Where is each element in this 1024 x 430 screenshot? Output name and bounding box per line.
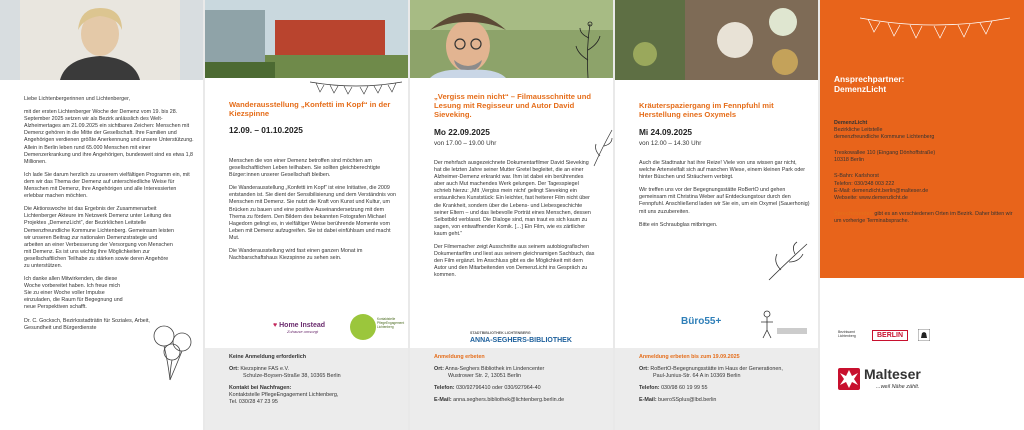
paragraph: Bitte ein Schraubglas mitbringen. [639,221,718,228]
paragraph: Der mehrfach ausgezeichnete Dokumentarfilmer David Sieveking hat die letzten Jahre seiner Mutter Gretel begleitet, die an einer Alzheimer-Demenz erkrankt war. Ihm ist dabei ein berührendes aber auch Mut machendes Werk gelungen. Der Tagesspiegel schrieb hierzu: „Mit ‚Vergiss mein nicht‘ gelingt Sieveking ein erstaunliches Kunststück: Ein leichter, fast heiterer Film nicht über die Krankheit, sondern über die Lebens- und Liebesgeschichte seiner Eltern – und das liebevolle Porträt eines Menschen, dessen Selbstbild verblasst. Die Dialoge sind, man traut es sich kaum zu sagen, von entwaffnender Komik. […] Ein Film, wie es zärtlicher kaum geht.“ [434,160,591,237]
event-heading: „Vergiss mein nicht“ – Filmausschnitte und Lesung mit Regisseur und Autor David Sieveking. [434,92,591,120]
paragraph: Ich lade Sie darum herzlich zu unserem vielfältigen Programm ein, mit dem wir das Thema der Demenz auf unterschiedliche Weise für Menschen mit Demenz, Ihre Angehörigen und alle Interessierten erlebbar machen möchten. [24,171,190,200]
library-logo [470,330,572,344]
panel-herb-walk [615,0,818,430]
malteser-cross-icon [838,368,860,390]
event-description [639,160,810,235]
event-info [615,348,818,430]
contact-title: Ansprechpartner: DemenzLicht [834,74,905,95]
location: Ort: Kiezspinne FAS e.V. [229,366,290,372]
bear-icon [918,329,930,341]
event-description [434,160,595,286]
malteser-tagline: ...weil Nähe zählt. [876,384,920,390]
paragraph: mit der ersten Lichtenberger Woche der Demenz vom 19. bis 28. September 2025 setzen wir als Bezirk anlässlich des Welt-Alzheimertages am 21.09.2025 ein sichtbares Zeichen: Menschen mit Demenz gehören in die Mitte der Gesellschaft. Ihre Familien und Angehörigen verdienen größte Anerkennung und unsere Unterstützung. Allein in Berlin leben rund 65.000 Menschen mit einer Demenzerkrankung und ihre Angehörigen, bundesweit sind es etwa 1,8 Millionen. [24,109,194,165]
balloons-icon [148,322,196,382]
flower-icon [570,20,606,80]
buero55-logo: Büro55+ [681,316,722,327]
event-date: 12.09. – 01.10.2025 [229,125,303,135]
welcome-text [24,96,195,338]
kontaktstelle-logo-text: Kontaktstelle PflegeEngagement Lichtenberg [377,317,405,329]
paragraph: Die Wanderausstellung „Konfetti im Kopf“ ist eine Initiative, die 2009 entstanden ist. Sie dient der Sensibilisierung und dem Verständnis von Menschen mit Demenz. Sie nutzt die Kraft von Kunst und Kultur, um Brücken zu bauen und eine positive Auseinandersetzung mit dem Thema zu fördern. Den Bildern des bekannten Fotografen Michael Hagedorn gelingt es, in vielfältiger Weise berührende Momente vom Leben mit Demenz aufzugreifen. Sie ist dabei einfühlsam und macht Mut. [229,185,396,241]
contact-label: Kontakt bei Nachfragen: [229,385,292,391]
location-address: Wustrower Str. 2, 13051 Berlin [448,373,522,379]
building-photo [205,0,408,78]
location: Ort: RoBertO-Begegnungsstätte im Haus der Generationen, [639,366,783,372]
phone: Telefon: 030/92796410 oder 030/927964-40 [434,385,541,391]
contact: Kontaktstelle PflegeEngagement Lichtenberg, [229,392,339,398]
location-address: Schulze-Boysen-Straße 38, 10365 Berlin [243,373,341,379]
paragraph: Die Wanderausstellung wird fast einen ganzen Monat im Nachbarschaftshaus Kiezspinne zu sehen sein. [229,248,363,262]
event-description [229,158,400,268]
event-heading: Wanderausstellung „Konfetti im Kopf“ in der Kiezspinne [229,100,391,119]
org-line: demenzfreundliche Kommune Lichtenberg [834,134,935,141]
address-line: 10318 Berlin [834,157,865,164]
panel-exhibition [205,0,408,430]
bunting-icon [860,14,1010,42]
panel-welcome [0,0,203,430]
email: E-Mail: anna.seghers.bibliothek@lichtenberg.berlin.de [434,397,565,403]
paragraph: Der Filmemacher zeigt Ausschnitte aus seinem autobiografischen Dokumentarfilm und liest aus seinem gleichnamigen Sachbuch, das den Film ergänzt. Im Anschluss gibt es die Möglichkeit mit dem Autor und den Mitarbeitenden von DemenzLicht ins Gespräch zu kommen. [434,244,595,279]
location-address: Paul-Junius-Str. 64 A in 10369 Berlin [653,373,741,379]
event-time: von 17.00 – 19.00 Uhr [434,140,497,147]
panel-contact [820,0,1024,430]
registration-note: Anmeldung erbeten bis zum 19.09.2025 [639,354,740,360]
greeting: Liebe Lichtenbergerinnen und Lichtenberger, [24,96,131,102]
email[interactable]: E-Mail: demenzlicht.berlin@malteser.de [834,187,929,194]
address-line: Treskowallee 110 (Eingang Dönhoffstraße) [834,150,936,157]
portrait-photo [0,0,203,80]
event-info [410,348,613,430]
leaf-branch-icon [765,240,811,282]
sbahn: S-Bahn: Karlshorst [834,173,879,180]
herbs-photo [615,0,818,80]
event-date: Mo 22.09.2025 [434,127,490,137]
registration-note: Keine Anmeldung erforderlich [229,354,307,360]
contact-details [834,120,1016,225]
office-hours: Sprechstunden gibt es an verschiedenen Orten im Bezirk. Daher bitten wir um vorherige Terminabsprache. [834,210,1013,224]
home-instead-logo: ♥ Home Instead Zuhause umsorgt [273,322,326,334]
event-time: von 12.00 – 14.30 Uhr [639,140,702,147]
kontaktstelle-logo [350,314,376,340]
berlin-small-text: Bezirksamt Lichtenberg [838,330,856,338]
logo-subtitle: STADTBIBLIOTHEK LICHTENBERG [470,331,531,335]
registration-note: Anmeldung erbeten [434,354,485,360]
malteser-logo: Malteser [864,366,921,382]
logo-subtitle: Zuhause umsorgt [287,329,319,334]
paragraph: Ich danke allen Mitwirkenden, die diese Woche vorbereitet haben. Ich freue mich Sie zu einer Woche voller Impulse einzuladen, die Raum für Begegnung und neue Perspektiven schafft. [24,276,123,311]
panel-film-reading [410,0,613,430]
paragraph: Menschen die von einer Demenz betroffen sind möchten am gesellschaftlichen Leben teilhaben. Sie sollten gleichberechtigte Bürger:innen unserer Gesellschaft bleiben. [229,158,381,179]
phone: Telefon: 030/98 60 19 99 55 [639,385,708,391]
event-heading: Kräuterspaziergang im Fennpfuhl mit Herstellung eines Oxymels [639,101,774,120]
location: Ort: Anna-Seghers Bibliothek im Lindencenter [434,366,545,372]
website[interactable]: Webseite: www.demenzlicht.de [834,194,908,201]
event-info [205,348,408,430]
partner-logo [755,306,809,340]
signature: Dr. C. Gocksch, Bezirksstadträtin für Soziales, Arbeit, Gesundheit und Bürgerdienste [24,317,150,331]
email: E-Mail: bueroSSplus@lbd.berlin [639,397,717,403]
contact-phone: Tel. 030/28 47 23 95 [229,399,278,405]
logo-text: Home Instead [279,322,326,329]
paragraph: Wir treffen uns vor der Begegnungsstätte RoBertO und gehen gemeinsam mit Christina Weber auf Entdeckungstour durch den Fennpfuhl. Anschließend laden wir Sie ein, um ein Oxymel (Sauerhonig) mit uns zuzubereiten. [639,187,810,215]
event-date: Mi 24.09.2025 [639,127,693,137]
leaf-branch-icon [592,128,613,168]
phone: Telefon: 030/348 003 222 [834,180,895,187]
berlin-logo: BERLIN [872,330,908,341]
org-name: DemenzLicht [834,120,868,126]
org-line: Bezirkliche Leitstelle [834,127,883,134]
paragraph: Auch die Stadtnatur hat ihre Reize! Viele von uns wissen gar nicht, welche Artenvielfalt sich auf manchen Wiese, einem kleinen Park oder hinter Büschen und Sträuchern verbirgt. [639,160,806,181]
paragraph: Die Aktionswoche ist das Ergebnis der Zusammenarbeit Lichtenberger Akteure im Netzwerk Demenz unter Leitung des Projektes „DemenzLicht“, der Bezirklichen Leitstelle Demenzfreundliche Kommune Lichtenberg. Gemeinsam leisten wir unseren Beitrag zur nationalen Demenzstrategie und arbeiten an einer Verbesserung der Versorgung von Menschen mit Demenz. Es ist uns wichtig ihre Möglichkeiten zur gesellschaftlichen Teilhabe zu stärken sowie deren Angehöre zu unterstützen. [24,206,174,269]
logo-text: ANNA-SEGHERS-BIBLIOTHEK [470,337,572,344]
bunting-icon [310,80,402,96]
